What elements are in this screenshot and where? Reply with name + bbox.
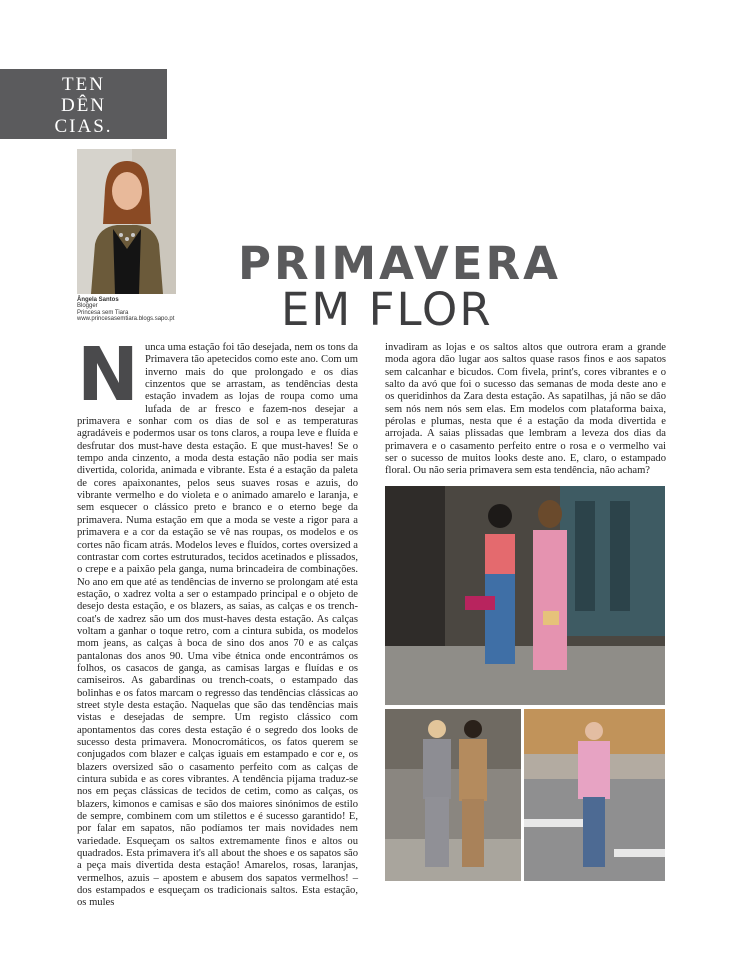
street-style-photo-main	[385, 486, 665, 705]
street-style-illustration-right	[524, 709, 665, 881]
author-blog: Princesa sem Tiara	[77, 309, 129, 316]
street-style-photo-left	[385, 709, 521, 881]
article-column-2-text: invadiram as lojas e os saltos altos que outrora eram a grande moda agora dão lugar aos saltos quase rasos finos e aos sapatos sem calcanhar e bicudos. Com fivela, print's, cores vibrantes e o salto da avó que foi o sucesso das semanas de moda deste ano e os queridinhos da Zara desta estação. As sapatilhas, já não se dão sem nós nem nós sem elas. Em modelos com plataforma baixa, pérolas e plumas, nesta que é a estação da moda divertida e arrojada. A saias plissadas que lembram a leveza dos dias da primavera e o casamento perfeito entre o rosa e o vermelho vai ser o sucesso de muitos looks deste ano. E, claro, o estampado floral. Ou não seria primavera sem esta tendência, não acham?	[385, 342, 666, 477]
section-tab	[0, 69, 167, 139]
section-tab-line-1: TEN	[62, 74, 105, 95]
street-style-illustration-left	[385, 709, 521, 881]
drop-cap: N	[77, 332, 139, 418]
author-portrait-illustration	[77, 149, 176, 294]
article-column-2	[385, 342, 666, 477]
article-column-1	[77, 332, 358, 909]
section-tab-line-2: DÊN	[60, 95, 107, 116]
author-name: Ângela Santos	[77, 297, 119, 303]
street-style-photo-right	[524, 709, 665, 881]
author-photo	[77, 149, 176, 294]
title-line-1: PRIMAVERA	[238, 237, 561, 290]
article-column-1-text: unca uma estação foi tão desejada, nem os tons da Primavera tão apetecidos como este ano. Com um inverno mais do que prolongado e os dias cinzentos que se arrastam, as tendências desta estação invadem as lojas de roupa como uma lufada de ar fresco e fazem-nos desejar a primavera e sonhar com os dias de sol e as temperaturas agradáveis e podermos usar os tons claros, a roupa leve e fluída e desfrutar dos must-have desta estação. E que must-haves! Se o tempo anda cinzento, a moda desta estação não podia ser mais divertida, colorida, animada e vibrante. Esta é a estação da paleta de cores apaixonantes, pelos seus suaves rosas e azuis, do vibrante vermelho e do violeta e o animado amarelo e laranja, e sem esquecer o clássico preto e branco e o eterno bege da primavera. Numa estação em que a moda se veste a rigor para a primavera e a cor da estação se vê nas roupas, os modelos e os cortes não ficam atrás. Modelos leves e fluídos, cortes oversized a contrastar com cortes estruturados, tecidos acetinados e plissados, o crepe e a paixão pela ganga, numa brincadeira de combinações. No ano em que até as tendências de inverno se prolongam até esta estação, o xadrez volta a ser o estampado principal e o objeto de desejo desta estação, e os blazers, as saias, as calças e os trench-coat's de xadrez são um dos must-haves desta estação. As calças voltam a ganhar o toque retro, com a cintura subida, os modelos mom jeans, as calças à boca de sino dos anos 70 e as calças pantalonas dos anos 90. Uma vibe étnica onde encontrámos os folhos, os casacos de ganga, as camisas largas e fluídas e os camiseiros. As gabardinas ou trench-coats, o estampado das bolinhas e os fatos marcam o regresso das tendências clássicas ao street style desta estação. Naquelas que são das tendências mais vistas e desejadas de sempre. Um registo clássico com apontamentos das cores desta estação é o segredo dos looks de sucesso desta primavera. Monocromáticos, os fatos querem se conjugados com blazer e calças iguais em estampado e cor e, os blazers oversized são o casamento perfeito com as calças de cintura subida e as cores vibrantes. A tendência pijama traduz-se nos em peças clássicas de tecidos de cetim, como as calças, os blazers, kimonos e camisas e são dos maiores sinónimos de estilo de sempre, combinem com um stilettos e é sucesso garantido! E, por falar em sapatos, não podíamos ter mais novidades nem variedade. Esqueçam os saltos extremamente finos e altos ou quadrados. Esta primavera it's all about the shoes e os sapatos são a peça mais divertida desta estação! Amarelos, rosas, laranjas, vermelhos, azuis – apostem e abusem dos sapatos vermelhos! – dos estampados e esqueçam os tradicionais saltos. Esta estação, os mules	[77, 342, 358, 909]
author-url[interactable]: www.princesasemtiara.blogs.sapo.pt	[77, 316, 175, 323]
author-info	[77, 297, 187, 323]
author-role: Blogger	[77, 303, 98, 310]
title-line-2: EM FLOR	[281, 283, 493, 336]
street-style-illustration-main	[385, 486, 665, 705]
section-tab-line-3: CIAS.	[54, 116, 113, 137]
